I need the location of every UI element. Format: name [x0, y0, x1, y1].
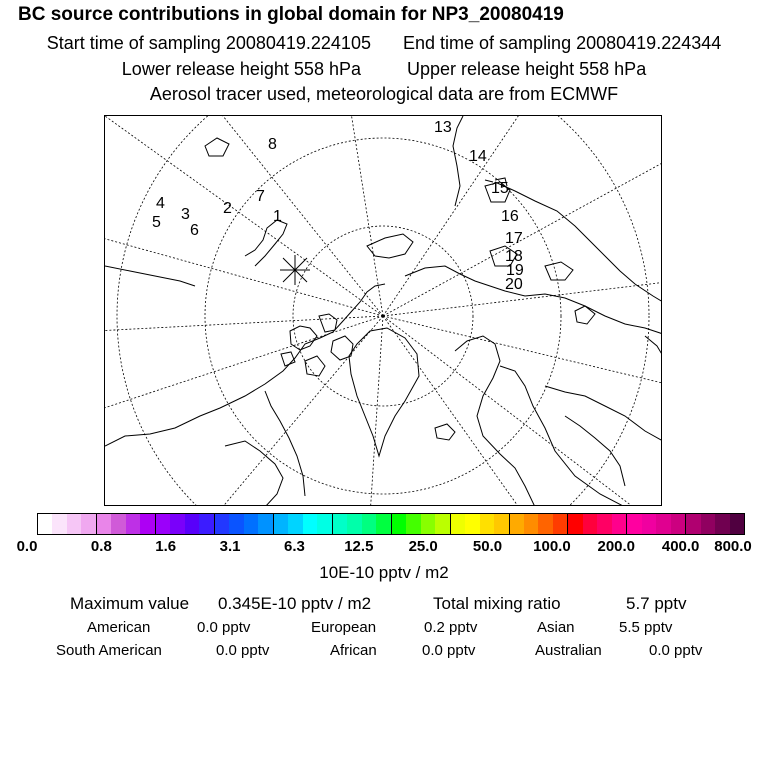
coastline-europe [500, 366, 625, 506]
color-scale-segment [451, 514, 465, 534]
trajectory-label: 18 [505, 248, 523, 265]
color-scale-segment [538, 514, 552, 534]
color-scale-segment [97, 514, 111, 534]
meridian-line [383, 316, 525, 506]
color-scale-segment [288, 514, 302, 534]
region-value: 5.5 pptv [619, 619, 673, 636]
lake [575, 306, 595, 324]
color-scale-segment [480, 514, 494, 534]
coastline-greenland [349, 328, 419, 456]
latitude-circle [117, 116, 649, 506]
island [319, 314, 337, 332]
upper-height-value: 558 hPa [579, 59, 647, 79]
color-scale-segment [333, 514, 347, 534]
total-mixing-label: Total mixing ratio [433, 594, 561, 613]
region-value: 0.0 pptv [216, 642, 270, 659]
island [205, 138, 229, 156]
coastlines [105, 116, 662, 506]
color-scale-segment [715, 514, 729, 534]
color-scale-segment [81, 514, 96, 534]
region-row-2 [0, 642, 768, 662]
coastline-kamchatka [453, 116, 463, 206]
map-canvas [105, 116, 662, 506]
island [367, 234, 413, 258]
color-scale-segment [686, 514, 700, 534]
lower-height-label: Lower release height [121, 59, 289, 79]
color-scale-segment [553, 514, 568, 534]
trajectory-label: 4 [156, 195, 165, 212]
color-scale-segment [170, 514, 184, 534]
region-name: African [330, 642, 377, 659]
coastline-alaska-south [105, 266, 195, 286]
color-scale-segment [229, 514, 243, 534]
color-scale-unit: 10E-10 pptv / m2 [319, 563, 449, 582]
color-scale-tick-label: 25.0 [408, 538, 438, 555]
trajectory-label: 5 [152, 214, 161, 231]
color-scale-segment [111, 514, 125, 534]
max-value-label: Maximum value [70, 594, 190, 613]
lower-height-value: 558 hPa [293, 59, 361, 79]
meridian-line [215, 116, 383, 316]
trajectory-label: 2 [223, 200, 232, 217]
color-scale-segment [244, 514, 258, 534]
color-scale-tick-label: 12.5 [344, 538, 374, 555]
island [281, 352, 295, 366]
color-scale-tick-label: 400.0 [661, 538, 700, 555]
region-row-1 [0, 619, 768, 639]
color-scale-tick-label: 50.0 [472, 538, 503, 555]
color-scale-bar [37, 513, 745, 535]
trajectory-label: 1 [273, 208, 282, 225]
tracer-info: Aerosol tracer used, meteorological data are from ECMWF [149, 84, 619, 104]
total-mixing-value: 5.7 pptv [626, 594, 687, 613]
trajectory-labels [152, 119, 524, 293]
color-scale-segment [52, 514, 66, 534]
trajectory-label: 16 [501, 208, 519, 225]
meridian-line [370, 316, 383, 506]
color-scale-segment [185, 514, 199, 534]
coastline-hudson [265, 391, 305, 496]
release-heights [0, 59, 768, 80]
color-scale-segment [627, 514, 641, 534]
color-scale-segment [347, 514, 361, 534]
region-value: 0.0 pptv [197, 619, 251, 636]
trajectory-label: 20 [505, 276, 523, 293]
region-name: South American [56, 642, 162, 659]
graticule [105, 116, 662, 506]
upper-height-label: Upper release height [407, 59, 575, 79]
island [545, 262, 573, 280]
end-time-label: End time of sampling [403, 33, 572, 53]
trajectory-label: 19 [506, 262, 524, 279]
coastline-asia [645, 336, 662, 356]
region-value: 0.0 pptv [422, 642, 476, 659]
max-value: 0.345E-10 pptv / m2 [218, 594, 372, 613]
start-time-value: 20080419.224105 [225, 33, 371, 53]
meridian-line [350, 116, 383, 316]
island [331, 336, 353, 360]
color-scale-segment [510, 514, 524, 534]
polar-map [104, 115, 662, 506]
trajectory-label: 7 [256, 188, 265, 205]
color-scale-tick-label: 1.6 [155, 538, 177, 555]
color-scale-tick-label: 100.0 [533, 538, 571, 555]
meridian-line [105, 236, 383, 316]
summary-line [70, 594, 768, 616]
trajectory-label: 3 [181, 206, 190, 223]
plot-title: BC source contributions in global domain for NP3_20080419 [18, 4, 564, 25]
color-scale-segment [303, 514, 317, 534]
trajectory-label: 15 [491, 180, 509, 197]
color-scale-tick-label: 3.1 [219, 538, 241, 555]
color-scale-segment [406, 514, 420, 534]
color-scale-segment [392, 514, 406, 534]
color-scale-tick-label: 800.0 [714, 538, 752, 555]
color-scale-segment [583, 514, 597, 534]
color-scale-tick-label: 6.3 [284, 538, 305, 555]
color-scale-segment [656, 514, 670, 534]
color-scale-segment [642, 514, 656, 534]
trajectory-label: 14 [469, 148, 487, 165]
color-scale-segment [140, 514, 155, 534]
color-scale-segment [524, 514, 538, 534]
color-scale-segment [671, 514, 686, 534]
color-scale-segment [362, 514, 376, 534]
region-value: 0.0 pptv [649, 642, 703, 659]
meridian-line [215, 316, 383, 506]
coastline-siberia [405, 266, 662, 334]
coastline-iceland [435, 424, 455, 440]
color-scale-segment [494, 514, 509, 534]
region-name: Asian [537, 619, 575, 636]
color-scale-segment [568, 514, 582, 534]
region-name: Australian [535, 642, 602, 659]
color-scale-segment [215, 514, 229, 534]
color-scale-segment [701, 514, 715, 534]
color-scale-segment [38, 514, 52, 534]
color-scale-ticks [0, 538, 768, 558]
meridian-line [383, 316, 645, 506]
coastline-scandinavia [455, 336, 535, 506]
coastline-hudson-bay [225, 441, 283, 506]
color-scale-segment [126, 514, 140, 534]
color-scale-segment [421, 514, 435, 534]
color-scale-segment [597, 514, 611, 534]
asterisk-icon [280, 255, 310, 285]
color-scale-segment [156, 514, 170, 534]
color-scale-tick-label: 0.0 [16, 538, 38, 555]
trajectory-label: 6 [190, 222, 199, 239]
color-scale-segment [612, 514, 627, 534]
color-scale-segment [376, 514, 391, 534]
coastline-canada [105, 284, 385, 446]
coastline-russia [545, 386, 662, 441]
region-name: European [311, 619, 377, 636]
region-name: American [87, 619, 151, 636]
color-scale-segment [67, 514, 81, 534]
color-scale-segment [435, 514, 450, 534]
color-scale-tick-label: 0.8 [90, 538, 112, 555]
coastline-alaska [245, 220, 287, 266]
trajectory-label: 8 [268, 136, 277, 153]
color-scale-segment [199, 514, 214, 534]
sampling-times [0, 33, 768, 54]
color-scale-segment [465, 514, 479, 534]
trajectory-label: 17 [505, 230, 523, 247]
color-scale-segment [274, 514, 288, 534]
trajectory-label: 13 [434, 119, 452, 136]
color-scale-tick-label: 200.0 [597, 538, 636, 555]
color-scale-segment [730, 514, 744, 534]
color-scale-segment [258, 514, 273, 534]
start-time-label: Start time of sampling [46, 33, 221, 53]
end-time-value: 20080419.224344 [576, 33, 722, 53]
meridian-line [105, 116, 383, 316]
region-value: 0.2 pptv [424, 619, 478, 636]
color-scale-segment [317, 514, 332, 534]
